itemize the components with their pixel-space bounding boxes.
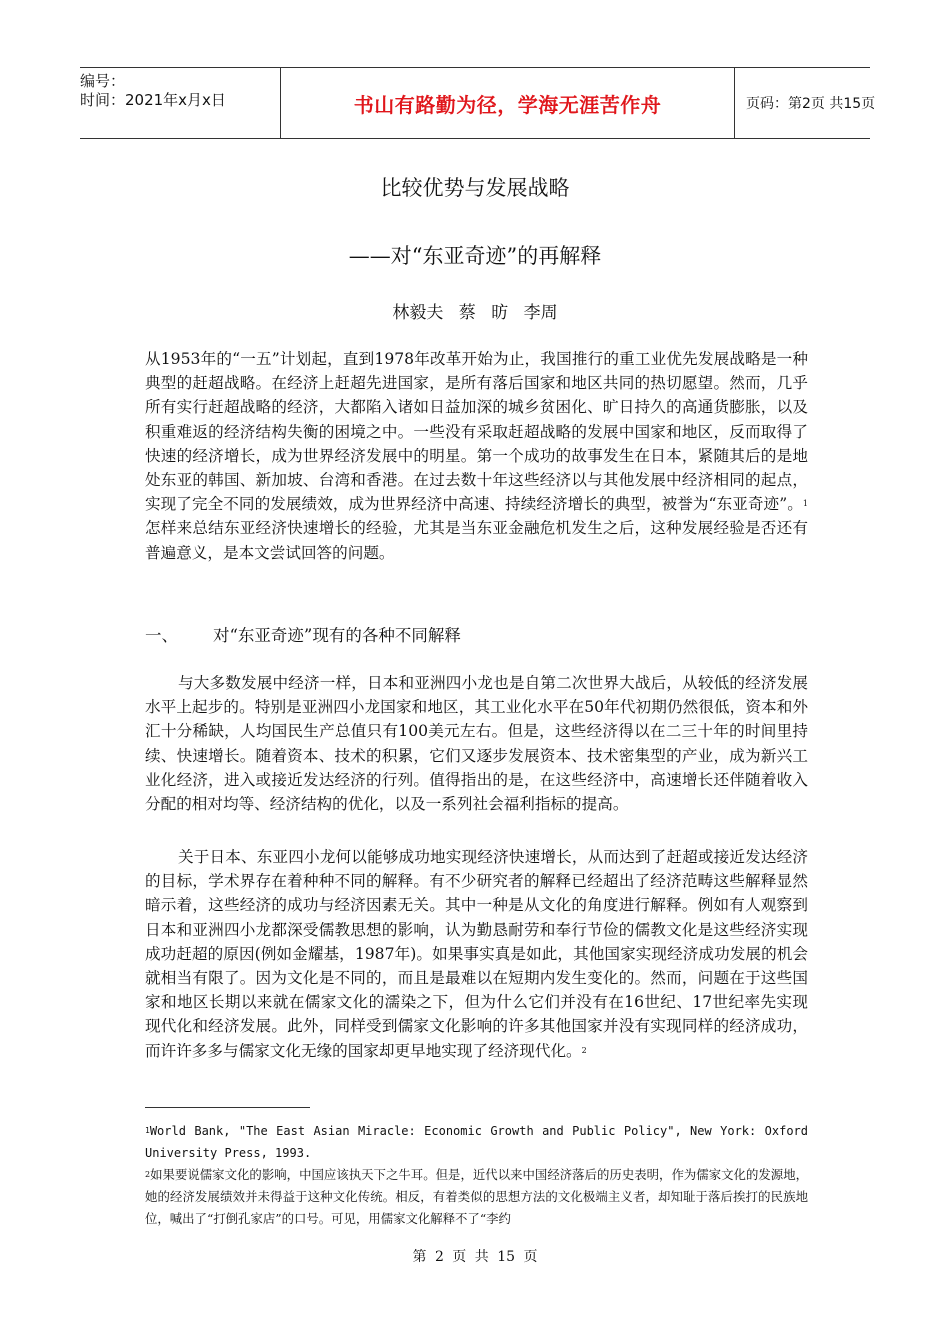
footnote-1-text: World Bank, "The East Asian Miracle: Economic Growth and Public Policy", New York: Oxford University Press, 1993. [145,1124,808,1160]
article-subtitle: ——对“东亚奇迹”的再解释 [348,244,602,268]
header-meta [80,68,280,142]
footnote-ref-1[interactable]: 1 [802,499,808,509]
header-time-label: 时间：2021年x月x日 [80,91,226,109]
footnote-1 [145,1120,808,1164]
document-header [80,67,876,139]
page-footer: 第 2 页 共 15 页 [412,1249,538,1265]
paragraph-intro [145,347,808,565]
section-heading-1 [145,622,461,646]
footnote-2 [145,1164,808,1230]
paragraph-intro-end: 怎样来总结东亚经济快速增长的经验，尤其是当东亚金融危机发生之后，这种发展经验是否还有普遍意义，是本文尝试回答的问题。 [145,519,808,562]
footnote-2-mark: 2 [145,1170,151,1179]
header-motto-cell [280,68,735,138]
header-motto: 书山有路勤为径，学海无涯苦作舟 [353,92,662,117]
section-title: 对“东亚奇迹”现有的各种不同解释 [213,626,461,645]
footnote-ref-2[interactable]: 2 [581,1045,587,1055]
footnote-2-text: 如果要说儒家文化的影响，中国应该执天下之牛耳。但是，近代以来中国经济落后的历史表明，作为儒家文化的发源地，她的经济发展绩效并未得益于这种文化传统。相反，有着类似的思想方法的文化极端主义者，却知耻于落后挨打的民族地位，喊出了“打倒孔家店”的口号。可见，用儒家文化解释不了“李约 [145,1167,808,1226]
paragraph-2: 与大多数发展中经济一样，日本和亚洲四小龙也是自第二次世界大战后，从较低的经济发展水平上起步的。特别是亚洲四小龙国家和地区，其工业化水平在50年代初期仍然很低，资本和外汇十分稀缺，人均国民生产总值只有100美元左右。但是，这些经济得以在二三十年的时间里持续、快速增长。随着资本、技术的积累，它们又逐步发展资本、技术密集型的产业，成为新兴工业化经济，进入或接近发达经济的行列。值得指出的是，在这些经济中，高速增长还伴随着收入分配的相对均等、经济结构的优化，以及一系列社会福利指标的提高。 [145,674,808,814]
header-page-info: 页码：第2页 共15页 [746,96,876,112]
paragraph-3 [145,845,808,1063]
paragraph-intro-text: 从1953年的“一五”计划起，直到1978年改革开始为止，我国推行的重工业优先发展战略是一种典型的赶超战略。在经济上赶超先进国家，是所有落后国家和地区共同的热切愿望。然而，几乎所有实行赶超战略的经济，大都陷入诸如日益加深的城乡贫困化、旷日持久的高通货膨胀，以及积重难返的经济结构失衡的困境之中。一些没有采取赶超战略的发展中国家和地区，反而取得了快速的经济增长，成为世界经济发展中的明星。第一个成功的故事发生在日本，紧随其后的是地处东亚的韩国、新加坡、台湾和香港。在过去数十年这些经济以与其他发展中经济相同的起点，实现了完全不同的发展绩效，成为世界经济中高速、持续经济增长的典型，被誉为“东亚奇迹”。 [145,350,808,514]
header-number-label: 编号： [80,72,126,90]
article-authors: 林毅夫 蔡 昉 李周 [392,303,558,323]
footnote-separator [145,1107,310,1108]
footnote-1-mark: 1 [145,1126,150,1135]
paragraph-3-text: 关于日本、东亚四小龙何以能够成功地实现经济快速增长，从而达到了赶超或接近发达经济的目标，学术界存在着种种不同的解释。有不少研究者的解释已经超出了经济范畴这些解释显然暗示着，这些经济的成功与经济因素无关。其中一种是从文化的角度进行解释。例如有人观察到日本和亚洲四小龙都深受儒教思想的影响，认为勤恳耐劳和奉行节俭的儒教文化是这些经济实现成功赶超的原因(例如金耀基，1987年)。如果事实真是如此，其他国家实现经济成功发展的机会就相当有限了。因为文化是不同的，而且是最难以在短期内发生变化的。然而，问题在于这些国家和地区长期以来就在儒家文化的濡染之下，但为什么它们并没有在16世纪、17世纪率先实现现代化和经济发展。此外，同样受到儒家文化影响的许多其他国家并没有实现同样的经济成功，而许许多多与儒家文化无缘的国家却更早地实现了经济现代化。 [145,848,808,1060]
section-number: 一、 [145,626,178,645]
article-title: 比较优势与发展战略 [380,176,570,200]
